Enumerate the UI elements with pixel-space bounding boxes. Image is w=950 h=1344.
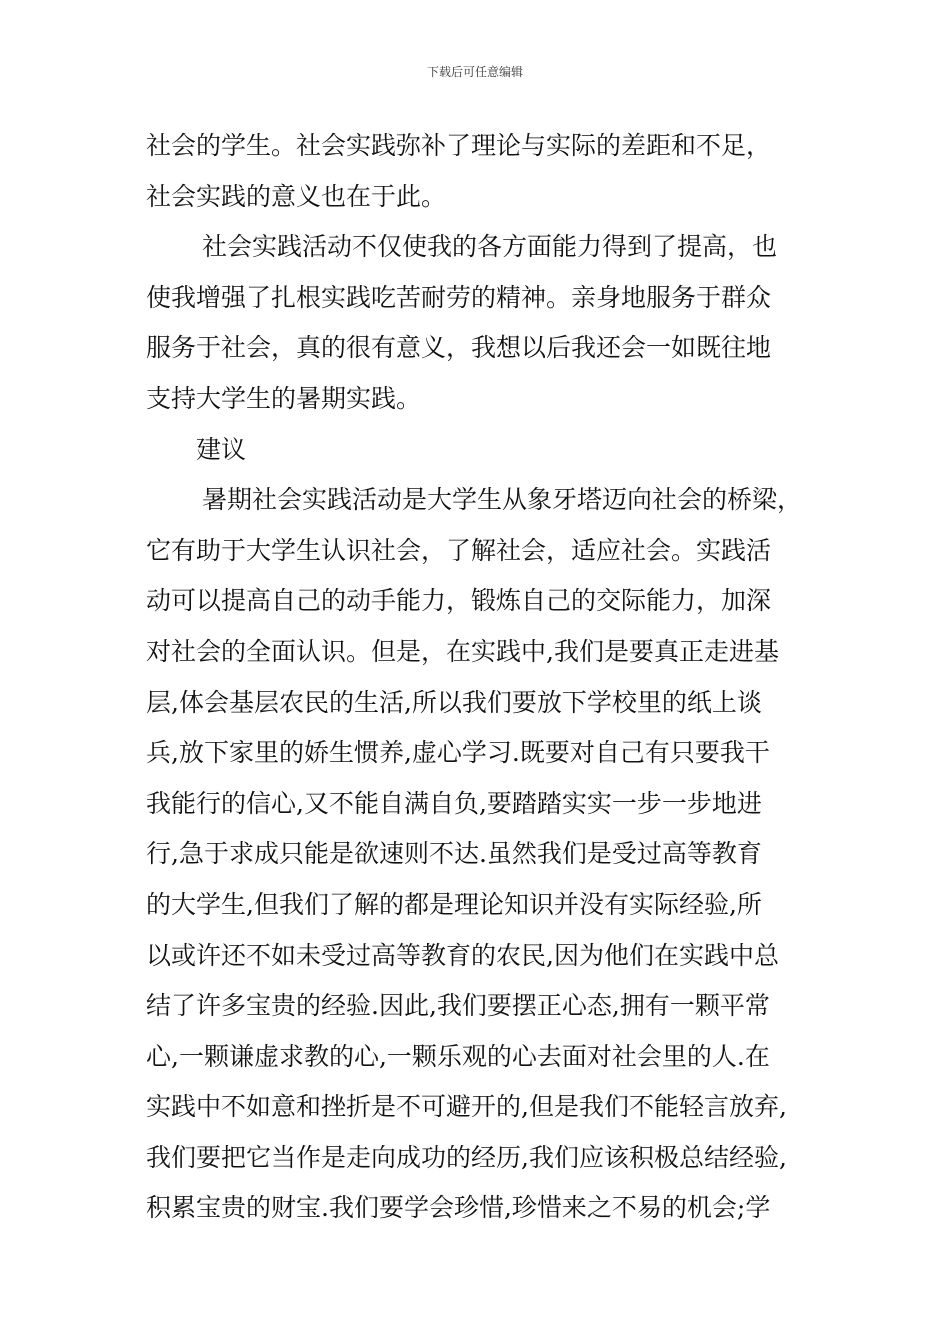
text-line: 社会实践活动不仅使我的各方面能力得到了提高，也 bbox=[202, 232, 778, 262]
body-text bbox=[146, 121, 816, 1234]
text-line: 实践中不如意和挫折是不可避开的,但是我们不能轻言放弃, bbox=[146, 1092, 787, 1122]
text-line: 使我增强了扎根实践吃苦耐劳的精神。亲身地服务于群众 bbox=[146, 282, 772, 312]
text-line: 心,一颗谦虚求教的心,一颗乐观的心去面对社会里的人.在 bbox=[146, 1041, 770, 1071]
text-line: 我能行的信心,又不能自满自负,要踏踏实实一步一步地进 bbox=[146, 788, 762, 818]
text-line: 对社会的全面认识。但是，在实践中,我们是要真正走进基 bbox=[146, 636, 779, 666]
text-line: 社会的学生。社会实践弥补了理论与实际的差距和不足， bbox=[146, 131, 772, 160]
text-line: 积累宝贵的财宝.我们要学会珍惜,珍惜来之不易的机会;学 bbox=[146, 1193, 771, 1223]
text-line: 支持大学生的暑期实践。 bbox=[146, 383, 422, 413]
text-line: 兵,放下家里的娇生惯养,虚心学习.既要对自己有只要我干 bbox=[146, 738, 770, 768]
text-line: 结了许多宝贵的经验.因此,我们要摆正心态,拥有一颗平常 bbox=[146, 991, 770, 1021]
text-line: 服务于社会，真的很有意义，我想以后我还会一如既往地 bbox=[146, 333, 772, 363]
section-heading: 建议 bbox=[196, 434, 247, 464]
text-line: 它有助于大学生认识社会，了解社会，适应社会。实践活 bbox=[146, 535, 772, 565]
text-line: 动可以提高自己的动手能力，锻炼自己的交际能力，加深 bbox=[146, 586, 772, 616]
text-line: 暑期社会实践活动是大学生从象牙塔迈向社会的桥梁， bbox=[202, 485, 803, 515]
text-line: 的大学生,但我们了解的都是理论知识并没有实际经验,所 bbox=[146, 889, 762, 919]
text-line: 社会实践的意义也在于此。 bbox=[146, 181, 447, 211]
text-line: 层,体会基层农民的生活,所以我们要放下学校里的纸上谈 bbox=[146, 687, 762, 717]
page-header: 下载后可任意编辑 bbox=[426, 65, 523, 79]
text-line: 行,急于求成只能是欲速则不达.虽然我们是受过高等教育 bbox=[146, 839, 762, 869]
text-line: 我们要把它当作是走向成功的经历,我们应该积极总结经验, bbox=[146, 1142, 787, 1172]
text-line: 以或许还不如未受过高等教育的农民,因为他们在实践中总 bbox=[146, 940, 779, 970]
